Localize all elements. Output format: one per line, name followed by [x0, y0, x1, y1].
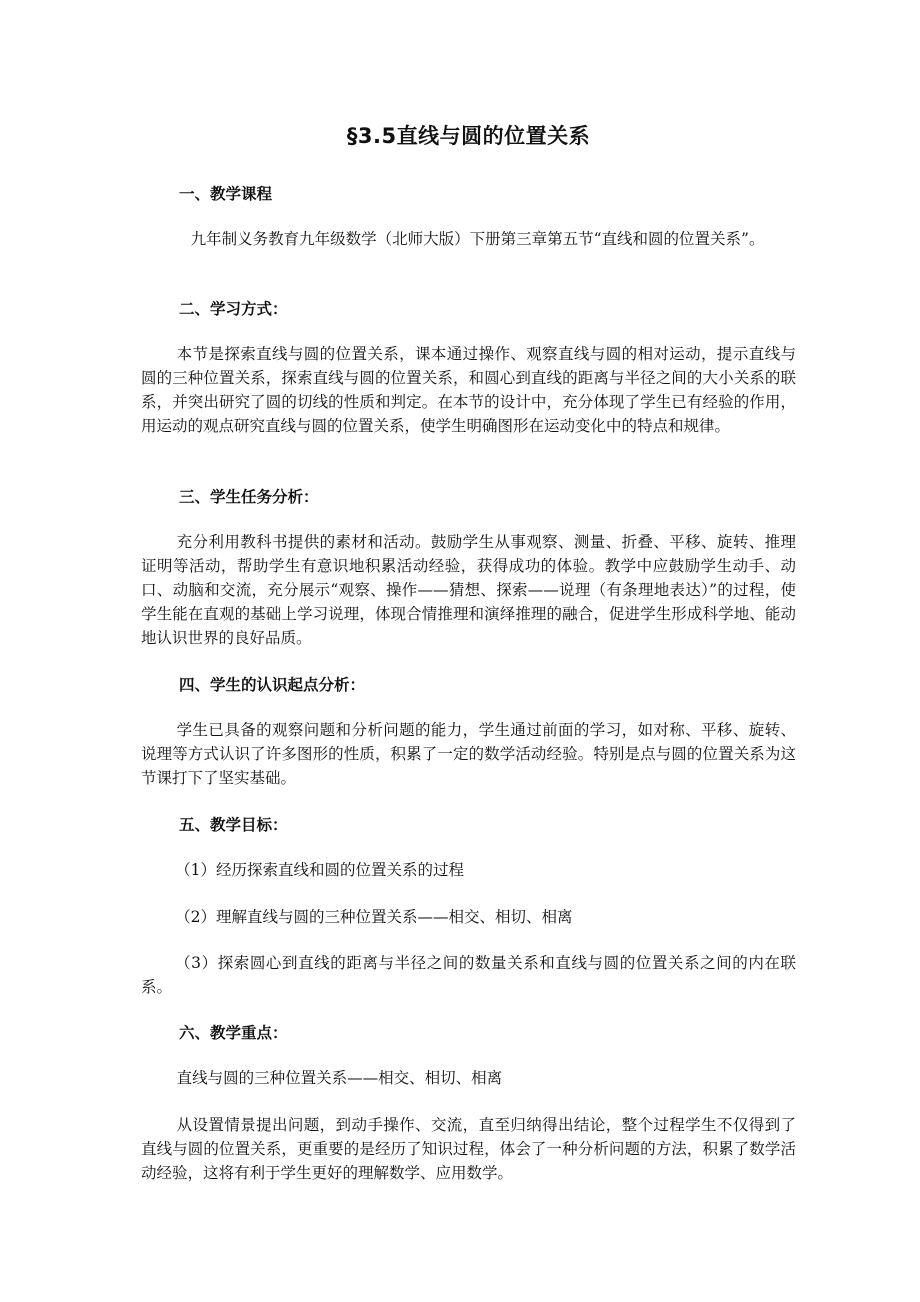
section-heading-course: 一、教学课程: [179, 185, 273, 203]
page-title: §3.5直线与圆的位置关系: [346, 124, 591, 148]
paragraph-learning-method: 本节是探索直线与圆的位置关系，课本通过操作、观察直线与圆的相对运动，提示直线与圆的三种位置关系，探索直线与圆的位置关系，和圆心到直线的距离与半径之间的大小关系的联系，并突出研究了圆的切线的性质和判定。在本节的设计中，充分体现了学生已有经验的作用，用运动的观点研究直线与圆的位置关系，使学生明确图形在运动变化中的特点和规律。: [141, 345, 796, 435]
section-heading-objectives: 五、教学目标：: [179, 816, 288, 834]
paragraph-task-analysis: 充分利用教科书提供的素材和活动。鼓励学生从事观察、测量、折叠、平移、旋转、推理证明等活动，帮助学生有意识地积累活动经验，获得成功的体验。教学中应鼓励学生动手、动口、动脑和交流，充分展示“观察、操作——猜想、探索——说理（有条理地表达）”的过程，使学生能在直观的基础上学习说理，体现合情推理和演绎推理的融合，促进学生形成科学地、能动地认识世界的良好品质。: [141, 533, 796, 647]
objective-item-1: （1）经历探索直线和圆的位置关系的过程: [175, 861, 464, 879]
paragraph-course: 九年制义务教育九年级数学（北师大版）下册第三章第五节“直线和圆的位置关系”。: [190, 230, 765, 248]
objective-item-2: （2）理解直线与圆的三种位置关系——相交、相切、相离: [175, 908, 573, 926]
paragraph-starting-point: 学生已具备的观察问题和分析问题的能力，学生通过前面的学习，如对称、平移、旋转、说理等方式认识了许多图形的性质，积累了一定的数学活动经验。特别是点与圆的位置关系为这节课打下了坚实基础。: [141, 721, 796, 787]
section-heading-task-analysis: 三、学生任务分析：: [179, 488, 319, 506]
section-heading-key-points: 六、教学重点：: [179, 1024, 288, 1042]
paragraph-key-points-detail: 从设置情景提出问题，到动手操作、交流，直至归纳得出结论，整个过程学生不仅得到了直线与圆的位置关系，更重要的是经历了知识过程，体会了一种分析问题的方法，积累了数学活动经验，这将有利于学生更好的理解数学、应用数学。: [141, 1116, 796, 1182]
section-heading-learning-method: 二、学习方式：: [179, 300, 288, 318]
objective-item-3: （3）探索圆心到直线的距离与半径之间的数量关系和直线与圆的位置关系之间的内在联系。: [141, 954, 796, 996]
section-heading-starting-point: 四、学生的认识起点分析：: [179, 676, 366, 694]
paragraph-key-points: 直线与圆的三种位置关系——相交、相切、相离: [176, 1069, 503, 1087]
